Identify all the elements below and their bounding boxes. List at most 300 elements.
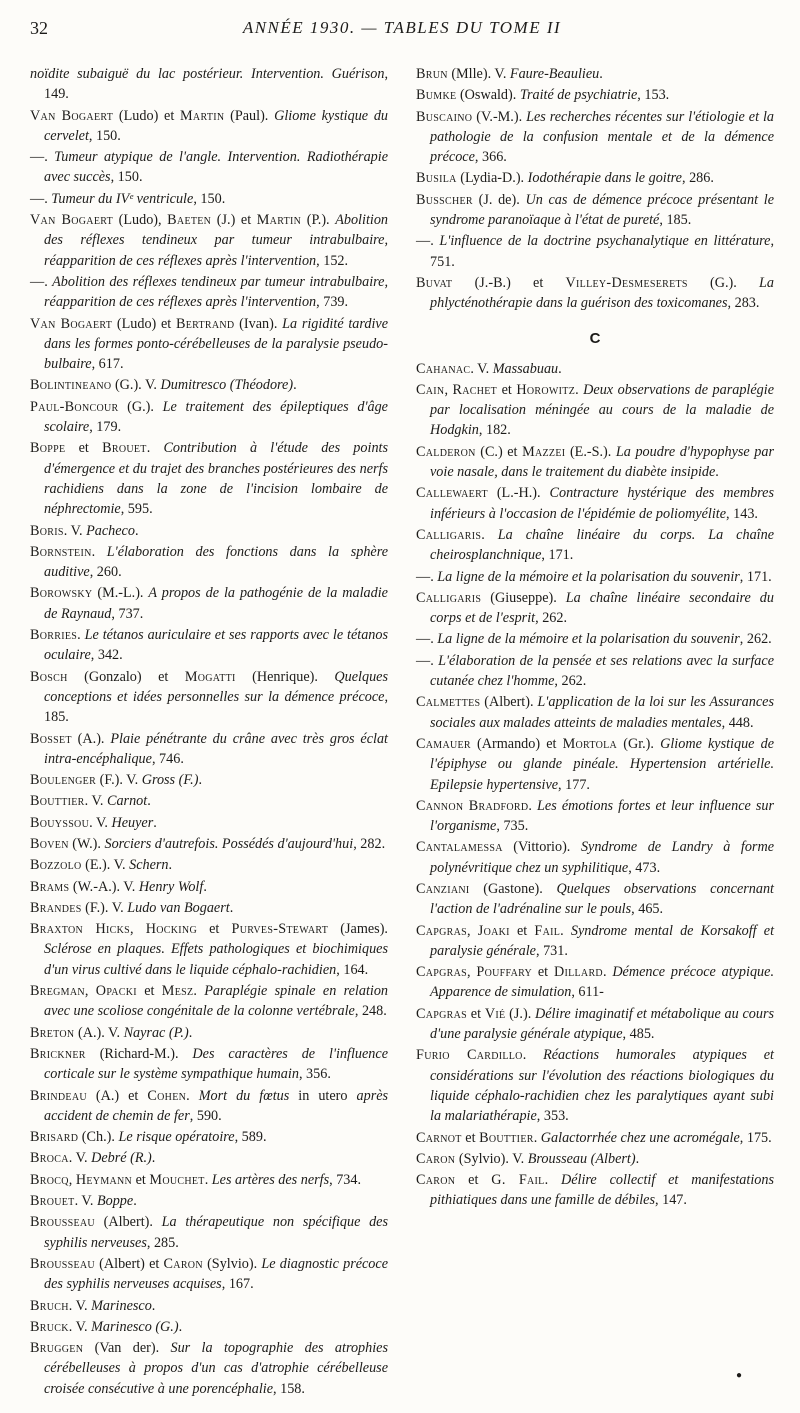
author-name: Bornstein — [30, 543, 92, 560]
entry-title: Syndrome de Landry à forme polynévritique chez un syphilitique — [430, 839, 774, 876]
index-entry — [30, 981, 388, 1022]
author-name: Martin — [180, 107, 225, 124]
running-head: ANNÉE 1930. — TABLES DU TOME II — [242, 18, 562, 37]
author-name: Paul-Boncour — [30, 398, 119, 415]
entry-text: , 147. — [655, 1192, 687, 1209]
entry-text: . — [91, 543, 107, 560]
page-number: 32 — [30, 18, 48, 38]
entry-text: , 353. — [536, 1108, 569, 1125]
entry-text: , 734. — [329, 1171, 362, 1188]
entry-title: Galactorrhée chez une acromégale — [540, 1129, 740, 1146]
entry-title: Délire imaginatif et métabolique au cours d'une paralysie générale atypique — [430, 1005, 774, 1043]
entry-title: La chaîne linéaire secondaire du corps et de l'esprit — [430, 589, 774, 627]
entry-text: . V. — [74, 1193, 97, 1210]
entry-text: . V. — [68, 1318, 92, 1335]
author-name: Boris — [30, 522, 64, 539]
entry-title: après accident de chemin de fer — [44, 1087, 389, 1124]
author-name: Mouchet — [149, 1171, 205, 1188]
index-entry — [416, 588, 774, 629]
entry-text: . V. — [470, 360, 493, 377]
author-name: Mortola — [562, 735, 618, 752]
entry-text: (Ludo) et — [113, 107, 181, 124]
author-name: Cahanac — [416, 360, 471, 377]
index-entry — [416, 85, 774, 105]
index-entry — [30, 1338, 388, 1399]
entry-text: (W.-A.). V. — [69, 878, 139, 895]
entry-text: (F.). V. — [96, 772, 142, 789]
entry-text: et — [455, 1172, 492, 1189]
entry-text: . — [186, 1087, 199, 1104]
entry-text: . — [133, 1193, 137, 1210]
entry-title: noïdite subaiguë du lac postérieur. Intervention. Guérison — [30, 66, 385, 82]
entry-title: Nayrac (P.) — [123, 1024, 189, 1041]
entry-text: , 158. — [273, 1380, 305, 1397]
author-name: Brindeau — [30, 1087, 87, 1104]
entry-text: , 179. — [89, 419, 122, 436]
index-entry — [416, 64, 774, 84]
entry-text: , 150. — [193, 190, 226, 207]
index-entry — [416, 380, 774, 441]
index-entry — [30, 147, 388, 188]
index-entry — [416, 962, 774, 1003]
author-name: Brouet — [30, 1193, 75, 1210]
author-name: Mesz — [161, 983, 194, 1000]
entry-text: , 150. — [110, 169, 143, 186]
author-name: Dillard — [553, 964, 603, 981]
author-name: Pouffary — [476, 964, 533, 981]
entry-text: , 342. — [90, 647, 123, 664]
entry-text: , 611- — [571, 984, 604, 1001]
index-entry — [30, 1296, 388, 1316]
entry-text: (L.-H.). — [487, 485, 550, 502]
entry-text: , 746. — [151, 750, 184, 767]
entry-title: Démence précoce atypique. Apparence de simulation — [430, 964, 774, 1001]
entry-text: , 262. — [535, 610, 568, 627]
entry-text: et — [136, 983, 162, 1000]
author-name: Calligaris — [416, 589, 482, 606]
entry-title: La ligne de la mémoire et la polarisation du souvenir — [437, 568, 740, 585]
entry-text: . — [481, 526, 498, 543]
author-name: Boppe — [30, 440, 66, 457]
entry-text: , 731. — [535, 942, 568, 959]
entry-text: , 285. — [146, 1234, 179, 1251]
entry-title: Sorciers d'autrefois. Possédés d'aujourd'hui — [104, 835, 354, 852]
entry-text: , — [444, 381, 453, 398]
entry-title: Le diagnostic précoce des syphilis nerveuses acquises — [44, 1255, 388, 1293]
entry-text: . — [146, 440, 164, 457]
entry-title: Quelques conceptions et idées personnelles sur la démence précoce — [44, 668, 388, 705]
index-entry — [416, 1170, 774, 1211]
entry-text: , 356. — [298, 1066, 331, 1083]
author-name: Baeten — [167, 212, 212, 229]
entry-text: et — [467, 1005, 485, 1022]
entry-text: , 737. — [111, 605, 144, 622]
section-letter-heading: C — [589, 329, 601, 347]
author-name: Buvat — [416, 274, 453, 291]
author-name: Calmettes — [416, 694, 481, 711]
entry-text: . — [77, 627, 85, 644]
author-name: Carnot — [416, 1129, 462, 1146]
entry-text: . V. — [89, 814, 112, 831]
index-entry — [30, 855, 388, 875]
author-name: Boulenger — [30, 772, 97, 789]
author-name: Cohen — [147, 1087, 187, 1104]
author-name: Caron — [416, 1150, 456, 1167]
author-name: Opacki — [95, 983, 137, 1000]
index-entry — [416, 651, 774, 692]
entry-text: (Sylvio). — [202, 1255, 262, 1272]
author-name: Borries — [30, 627, 78, 644]
author-name: Capgras — [416, 1005, 468, 1022]
index-entry — [416, 190, 774, 231]
entry-text: . — [147, 793, 151, 810]
entry-text: (E.). V. — [81, 857, 130, 874]
entry-text: (M.-L.). — [92, 585, 149, 602]
entry-text: . — [203, 878, 207, 895]
author-name: Brisard — [30, 1129, 79, 1146]
page-dot-mark: ● — [736, 1370, 743, 1381]
index-entry — [416, 921, 774, 962]
entry-title: La thérapeutique non spécifique des syphilis nerveuses — [44, 1214, 389, 1251]
entry-text: . — [558, 360, 562, 377]
author-name: Cain — [416, 381, 445, 398]
entry-text: (G.). V. — [111, 377, 161, 394]
entry-title: Tumeur atypique de l'angle. Intervention. Radiothérapie avec succès — [44, 149, 389, 186]
page-header — [30, 18, 774, 64]
author-name: Villey-Desmeserets — [565, 274, 688, 291]
entry-text: et — [497, 381, 517, 398]
entry-title: La poudre d'hypophyse par voie nasale, dans le traitement du diabète insipide — [430, 443, 775, 481]
entry-title: Syndrome mental de Korsakoff et paralysie générale — [430, 922, 775, 959]
entry-text: —. — [30, 149, 55, 166]
entry-text: . — [229, 899, 234, 916]
entry-title: Le risque opératoire — [118, 1129, 235, 1146]
entry-text: . — [204, 1171, 212, 1188]
index-entry — [30, 919, 388, 980]
entry-text: (Sylvio). V. — [455, 1150, 528, 1167]
index-entry — [416, 273, 774, 314]
entry-text: (Ivan). — [234, 315, 283, 332]
entry-text: . — [293, 377, 297, 394]
index-entry — [30, 1148, 388, 1168]
entry-text: (J. de). — [472, 191, 526, 208]
index-entry — [30, 898, 388, 918]
entry-text: , 153. — [637, 87, 670, 104]
entry-text: (J.) et — [211, 212, 257, 229]
entry-title: Délire collectif et manifestations pithiatiques dans une famille de débiles — [430, 1172, 774, 1209]
entry-text: (Gastone). — [469, 880, 557, 897]
left-column — [30, 64, 388, 1400]
entry-text: . — [575, 381, 584, 398]
entry-text: (F.). V. — [81, 899, 128, 916]
entry-text: —. — [416, 233, 440, 250]
entry-title: L'élaboration des fonctions dans la sphère auditive — [44, 543, 388, 581]
entry-text: , 260. — [89, 564, 122, 581]
entry-title: La phlycténothérapie dans la guérison des toxicomanes — [430, 274, 774, 312]
entry-title: Des caractères de l'influence corticale sur le système sympathique humain — [44, 1045, 388, 1083]
entry-title: Gliome kystique du cervelet — [44, 107, 389, 144]
entry-text: , 150. — [88, 127, 121, 144]
entry-title: Pacheco — [86, 522, 135, 539]
entry-title: Un cas de démence précoce présentant le syndrome paranoïaque à l'état de pureté — [430, 191, 774, 229]
entry-text: in utero — [289, 1087, 357, 1104]
index-entry — [416, 796, 774, 837]
author-name: Brams — [30, 878, 70, 895]
entry-title: Iodothérapie dans le goitre — [527, 170, 682, 187]
author-name: Bruggen — [30, 1340, 84, 1357]
index-entry — [30, 64, 388, 105]
author-name: Brousseau — [30, 1214, 95, 1231]
entry-title: Abolition des réflexes tendineux par tumeur intrabulbaire, réapparition de ces réflexes après l'intervention — [44, 273, 389, 311]
index-entry — [416, 1128, 774, 1148]
entry-title: Gross (F.) — [141, 772, 199, 789]
entry-text: (Albert). — [94, 1214, 162, 1231]
entry-text: . — [602, 964, 613, 981]
entry-text: , 735. — [496, 818, 529, 835]
entry-title: Réactions humorales atypiques et considérations sur l'évolution des réactions biologiques du liquide céphalo-rachidien chez les paralytiques ayant subi la malariathérapie — [430, 1047, 774, 1125]
entry-text: . — [188, 1024, 193, 1041]
index-entry — [30, 667, 388, 728]
entry-title: Carnot — [107, 793, 148, 810]
entry-text: . — [544, 1172, 561, 1189]
entry-text: et — [65, 440, 103, 457]
entry-title: Heuyer — [111, 814, 154, 831]
right-column — [416, 64, 774, 1400]
index-entry — [416, 359, 774, 379]
entry-text: (Armando) et — [470, 735, 563, 752]
index-entry — [30, 1191, 388, 1211]
entry-text: (J.). — [505, 1005, 536, 1022]
entry-text: (Ludo), — [113, 212, 168, 229]
entry-title: Deux observations de paraplégie par localisation méningée au cours de la maladie de Hodgkin — [430, 381, 775, 439]
author-name: Purves-Stewart — [231, 921, 329, 938]
author-name: Breton — [30, 1024, 75, 1041]
index-entry — [30, 272, 388, 313]
entry-text: (Albert) et — [94, 1255, 164, 1272]
entry-title: Debré (R.) — [91, 1150, 152, 1167]
entry-text: , — [68, 1171, 76, 1188]
author-name: Bozzolo — [30, 857, 82, 874]
author-name: Calligaris — [416, 526, 482, 543]
author-name: Van Bogaert — [30, 315, 113, 332]
entry-text: . — [178, 1318, 183, 1335]
entry-text: (J.-B.) et — [452, 274, 566, 291]
entry-text: , 473. — [628, 859, 661, 876]
entry-text: , 751. — [430, 233, 775, 270]
author-name: G. Fail — [491, 1172, 545, 1189]
entry-text: (Ch.). — [78, 1129, 119, 1146]
entry-text: , 262. — [739, 631, 772, 648]
author-name: Brandes — [30, 899, 82, 916]
entry-text: et — [532, 964, 554, 981]
index-entry — [416, 629, 774, 649]
author-name: Cantalamessa — [416, 839, 503, 856]
entry-text: (E.-S.). — [565, 443, 616, 460]
index-entry — [30, 877, 388, 897]
entry-text: , — [467, 964, 477, 981]
entry-text: , 167. — [221, 1276, 254, 1293]
author-name: Brouet — [102, 440, 147, 457]
entry-text: . V. — [68, 1297, 92, 1314]
entry-text: . V. — [84, 793, 107, 810]
entry-title: Marinesco — [91, 1297, 152, 1314]
entry-text: et — [196, 921, 232, 938]
index-entry — [416, 879, 774, 920]
entry-text: , — [130, 921, 146, 938]
author-name: Caron — [163, 1255, 203, 1272]
index-entry — [30, 521, 388, 541]
entry-text: (Gonzalo) et — [67, 668, 185, 685]
entry-title: Quelques observations concernant l'action de l'adrénaline sur le pouls — [430, 880, 774, 918]
author-name: Capgras — [416, 964, 468, 981]
entry-text: , 286. — [681, 170, 714, 187]
entry-text: , 152. — [316, 252, 349, 269]
index-entry — [30, 834, 388, 854]
author-name: Camauer — [416, 735, 471, 752]
entry-text: —. — [30, 273, 53, 290]
entry-title: Tumeur du IVᵉ ventricule — [51, 190, 194, 207]
index-entry — [416, 1004, 774, 1045]
author-name: Furio Cardillo — [416, 1047, 523, 1064]
author-name: Fail — [534, 922, 561, 939]
entry-text: (G.). — [118, 398, 163, 415]
index-entry — [30, 1044, 388, 1085]
entry-text: . — [533, 1129, 541, 1146]
index-entry — [30, 375, 388, 395]
index-entry — [30, 106, 388, 147]
entry-text: , 595. — [120, 501, 153, 518]
entry-text: (P.). — [301, 212, 336, 229]
entry-text: . — [153, 814, 157, 831]
author-name: Borowsky — [30, 585, 93, 602]
index-entry — [30, 438, 388, 519]
entry-text: (Ludo) et — [112, 315, 176, 332]
author-name: Brickner — [30, 1045, 86, 1062]
entry-text: (Lydia-D.). — [456, 170, 528, 187]
author-name: Hocking — [145, 921, 197, 938]
author-name: Mazzei — [522, 443, 566, 460]
entry-text: , 262. — [554, 673, 587, 690]
entry-text: (Giuseppe). — [481, 589, 566, 606]
entry-title: Mort du fœtus — [198, 1087, 290, 1104]
entry-title: Paraplégie spinale en relation avec une scoliose congénitale de la colonne vertébrale — [44, 983, 389, 1020]
entry-text: , 182. — [478, 422, 511, 439]
index-entry — [416, 525, 774, 566]
entry-text: . — [599, 66, 603, 82]
entry-text: (Gr.). — [617, 735, 661, 752]
index-entry — [30, 770, 388, 790]
index-entry — [416, 734, 774, 795]
author-name: Capgras — [416, 922, 468, 939]
index-entry — [30, 1023, 388, 1043]
author-name: Rachet — [452, 381, 498, 398]
entry-title: Plaie pénétrante du crâne avec très gros éclat intra-encéphalique — [44, 730, 388, 767]
entry-text: et — [509, 922, 535, 939]
author-name: Bosset — [30, 730, 72, 747]
index-entry — [416, 567, 774, 587]
index-entry — [416, 231, 774, 272]
right-column-c-entries — [416, 359, 774, 1211]
entry-text: . — [198, 772, 203, 789]
entry-text: (G.). — [687, 274, 760, 291]
entry-title: L'application de la loi sur les Assurances sociales aux malades atteints de maladies mentales — [430, 694, 774, 731]
entry-text: , 185. — [44, 688, 388, 726]
entry-title: Faure-Beaulieu — [509, 66, 600, 82]
index-entry — [30, 729, 388, 770]
entry-text: . — [528, 797, 538, 814]
author-name: Boven — [30, 835, 69, 852]
author-name: Broca — [30, 1150, 69, 1167]
author-name: Vié — [484, 1005, 506, 1022]
author-name: Bregman — [30, 983, 85, 1000]
entry-text: . — [193, 983, 205, 1000]
author-name: Braxton Hicks — [30, 921, 131, 938]
entry-text: (C.) et — [475, 443, 523, 460]
entry-text: . — [522, 1047, 544, 1064]
entry-title: Contribution à l'étude des points d'émergence et du trajet des branches postérieures des nerfs rachidiens dans la zone de l'incision lombaire de néphrectomie — [44, 440, 388, 518]
entry-text: , 175. — [739, 1129, 772, 1146]
index-entry — [416, 442, 774, 483]
author-name: Bruch — [30, 1297, 69, 1314]
entry-text: (James). — [328, 921, 388, 938]
entry-title: Contracture hystérique des membres inférieurs à l'occasion de l'épidémie de poliomyélite — [430, 485, 774, 522]
author-name: Busscher — [416, 191, 473, 208]
entry-title: Le traitement des épileptiques d'âge scolaire — [44, 398, 388, 436]
entry-title: Brousseau (Albert) — [527, 1150, 636, 1167]
entry-text: . — [151, 1297, 156, 1314]
author-name: Bertrand — [175, 315, 235, 332]
entry-title: La chaîne linéaire du corps. La chaîne cheirosplanchnique — [430, 526, 775, 564]
entry-text: , 283. — [727, 295, 760, 312]
index-entry — [30, 813, 388, 833]
entry-title: Henry Wolf — [138, 878, 204, 895]
author-name: Van Bogaert — [30, 107, 114, 124]
entry-text: , 485. — [622, 1026, 655, 1043]
entry-text: —. — [416, 568, 438, 585]
index-entry — [416, 1045, 774, 1126]
entry-text: . — [168, 857, 173, 874]
entry-title: Sur la topographie des atrophies cérébelleuses à propos d'un cas d'atrophie cérébelleuse croisée consécutive à une porencéphalie — [44, 1340, 388, 1397]
entry-text: (Van der). — [83, 1340, 171, 1357]
author-name: Bolintineano — [30, 377, 112, 394]
author-name: Bruck — [30, 1318, 69, 1335]
entry-text: (Richard-M.). — [85, 1045, 193, 1062]
entry-text: (Oswald). — [456, 87, 520, 104]
author-name: Cannon Bradford — [416, 797, 529, 814]
entry-title: Ludo van Bogaert — [127, 899, 230, 916]
index-entry — [30, 1212, 388, 1253]
entry-title: Dumitresco (Théodore) — [160, 377, 294, 394]
author-name: Brun — [416, 66, 448, 82]
index-entry — [30, 625, 388, 666]
entry-text: , 149. — [44, 66, 388, 103]
entry-text: (A.). V. — [74, 1024, 124, 1041]
index-entry — [30, 314, 388, 375]
author-name: Calderon — [416, 443, 476, 460]
entry-title: Les émotions fortes et leur influence sur l'organisme — [430, 797, 775, 835]
entry-text: , 448. — [721, 714, 754, 731]
author-name: Horowitz — [516, 381, 576, 398]
entry-title: Boppe — [96, 1193, 134, 1210]
entry-text: , 164. — [336, 961, 369, 978]
entry-text: (A.) et — [86, 1087, 148, 1104]
author-name: Brocq — [30, 1171, 69, 1188]
entry-text: , 185. — [659, 212, 692, 229]
entry-text: , 177. — [558, 776, 590, 793]
entry-title: Les recherches récentes sur l'étiologie et la pathologie de la confusion mentale et de la démence précoce — [430, 108, 774, 166]
author-name: Bumke — [416, 87, 457, 104]
entry-title: Sclérose en plaques. Effets pathologiques et biochimiques d'un virus cultivé dans le liquide céphalo-rachidien — [44, 941, 388, 978]
